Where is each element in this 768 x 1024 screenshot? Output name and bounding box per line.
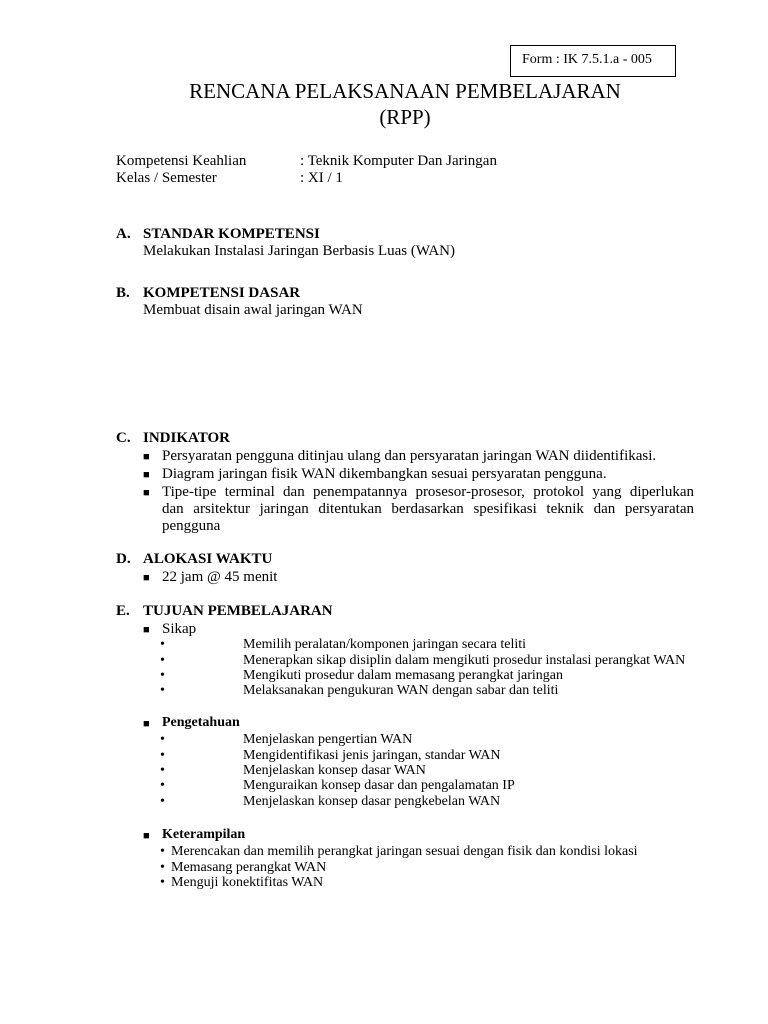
square-bullet-icon: ■ (143, 718, 150, 730)
section-b-heading: KOMPETENSI DASAR (143, 285, 301, 301)
sikap-item: Melaksanakan pengukuran WAN dengan sabar dan teliti (243, 683, 559, 698)
square-bullet-icon: ■ (143, 451, 150, 463)
section-c-heading: INDIKATOR (143, 430, 230, 446)
page-title: RENCANA PELAKSANAAN PEMBELAJARAN (189, 79, 621, 103)
section-e-heading: TUJUAN PEMBELAJARAN (143, 603, 333, 619)
section-a-letter: A. (116, 226, 131, 242)
page-subtitle: (RPP) (379, 105, 431, 129)
section-d-heading: ALOKASI WAKTU (143, 551, 273, 567)
section-d-letter: D. (116, 551, 131, 567)
section-b-letter: B. (116, 285, 130, 301)
round-bullet-icon: • (160, 844, 165, 859)
sikap-item: Menerapkan sikap disiplin dalam mengikuti prosedur instalasi perangkat WAN (243, 653, 686, 668)
alokasi-item: 22 jam @ 45 menit (162, 569, 278, 585)
form-code: Form : IK 7.5.1.a - 005 (522, 52, 652, 67)
round-bullet-icon: • (160, 732, 165, 747)
square-bullet-icon: ■ (143, 469, 150, 481)
round-bullet-icon: • (160, 748, 165, 763)
pengetahuan-item: Menguraikan konsep dasar dan pengalamatan IP (243, 778, 515, 793)
pengetahuan-label: Pengetahuan (162, 715, 240, 730)
pengetahuan-item: Menjelaskan konsep dasar WAN (243, 763, 426, 778)
meta-label-kompetensi: Kompetensi Keahlian (116, 153, 247, 169)
square-bullet-icon: ■ (143, 830, 150, 842)
section-b-text: Membuat disain awal jaringan WAN (143, 302, 363, 318)
round-bullet-icon: • (160, 668, 165, 683)
round-bullet-icon: • (160, 875, 165, 890)
section-a-text: Melakukan Instalasi Jaringan Berbasis Luas (WAN) (143, 243, 455, 259)
section-a-heading: STANDAR KOMPETENSI (143, 226, 320, 242)
round-bullet-icon: • (160, 794, 165, 809)
square-bullet-icon: ■ (143, 624, 150, 636)
round-bullet-icon: • (160, 860, 165, 875)
pengetahuan-item: Mengidentifikasi jenis jaringan, standar WAN (243, 748, 501, 763)
round-bullet-icon: • (160, 637, 165, 652)
indikator-item: Diagram jaringan fisik WAN dikembangkan sesuai persyaratan pengguna. (162, 466, 607, 482)
indikator-item: Persyaratan pengguna ditinjau ulang dan persyaratan jaringan WAN diidentifikasi. (162, 448, 657, 464)
section-c-letter: C. (116, 430, 131, 446)
sikap-item: Mengikuti prosedur dalam memasang perangkat jaringan (243, 668, 563, 683)
indikator-item-continued: dan arsitektur jaringan ditentukan berdasarkan spesifikasi teknik dan persyaratan (162, 501, 694, 517)
meta-value-kelas: : XI / 1 (300, 170, 343, 186)
meta-value-kompetensi: : Teknik Komputer Dan Jaringan (300, 153, 497, 169)
sikap-item: Memilih peralatan/komponen jaringan secara teliti (243, 637, 527, 652)
keterampilan-item: Menguji konektifitas WAN (171, 875, 324, 890)
pengetahuan-item: Menjelaskan pengertian WAN (243, 732, 413, 747)
section-e-letter: E. (116, 603, 130, 619)
round-bullet-icon: • (160, 653, 165, 668)
indikator-item: Tipe-tipe terminal dan penempatannya prosesor-prosesor, protokol yang diperlukan (162, 484, 694, 500)
keterampilan-item: Merencakan dan memilih perangkat jaringan sesuai dengan fisik dan kondisi lokasi (171, 844, 638, 859)
round-bullet-icon: • (160, 683, 165, 698)
meta-label-kelas: Kelas / Semester (116, 170, 217, 186)
square-bullet-icon: ■ (143, 487, 150, 499)
form-code-box (510, 45, 676, 77)
pengetahuan-item: Menjelaskan konsep dasar pengkebelan WAN (243, 794, 501, 809)
keterampilan-item: Memasang perangkat WAN (171, 860, 327, 875)
square-bullet-icon: ■ (143, 572, 150, 584)
indikator-item-continued: pengguna (162, 518, 221, 534)
sikap-label: Sikap (162, 621, 197, 637)
keterampilan-label: Keterampilan (162, 827, 246, 842)
round-bullet-icon: • (160, 763, 165, 778)
round-bullet-icon: • (160, 778, 165, 793)
